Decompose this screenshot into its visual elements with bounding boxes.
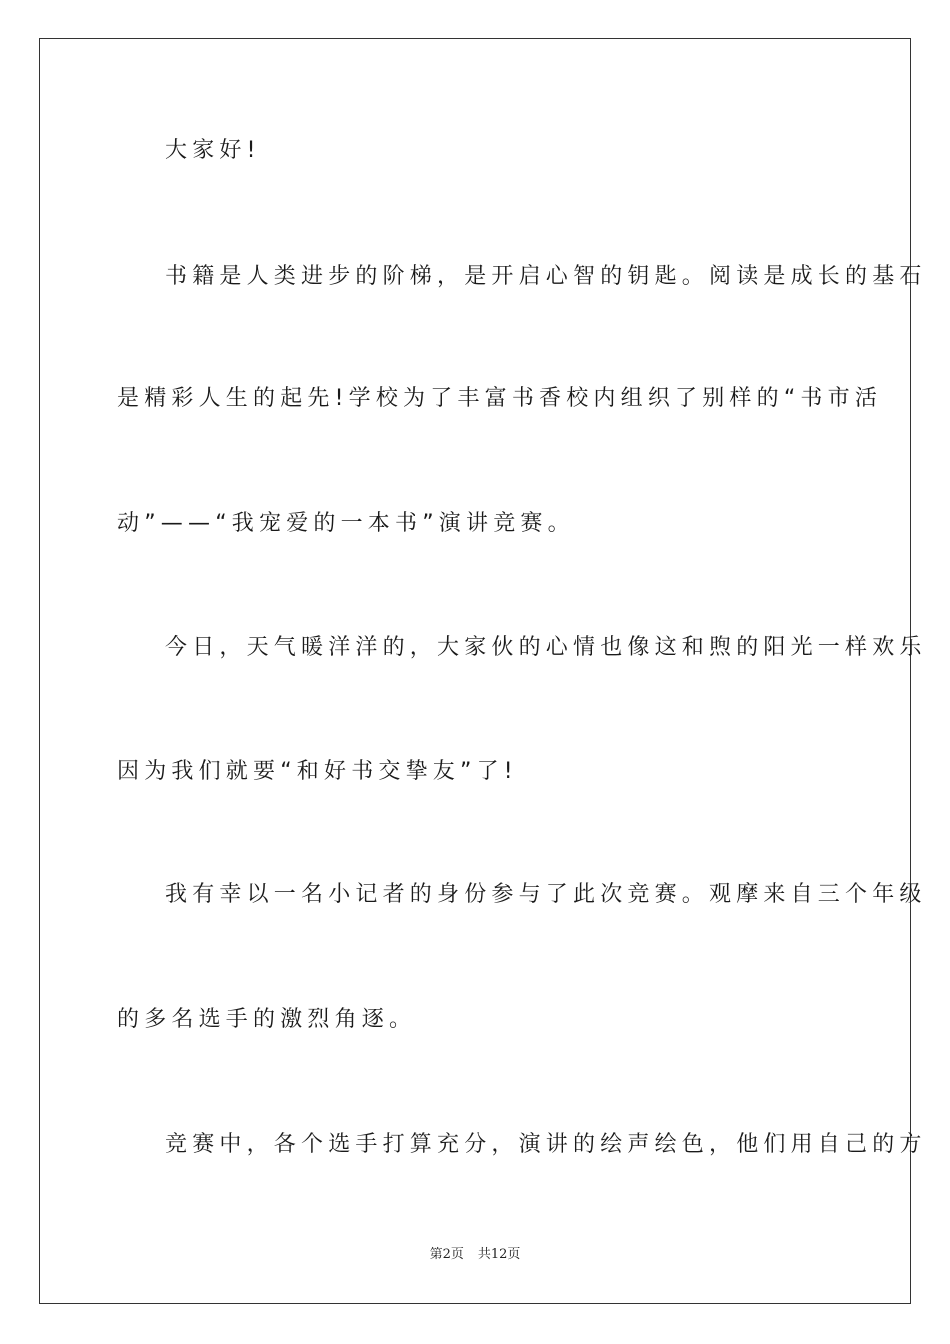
page-number: 第2页	[429, 1247, 464, 1262]
total-pages: 共12页	[477, 1247, 521, 1262]
text-line-1: 大家好!	[165, 138, 261, 163]
text-line-9: 竞赛中，各个选手打算充分，演讲的绘声绘色，他们用自己的方	[165, 1132, 927, 1157]
text-line-5: 今日，天气暖洋洋的，大家伙的心情也像这和煦的阳光一样欢乐	[165, 635, 927, 660]
page-footer	[0, 1246, 950, 1264]
text-line-4: 动”——“我宠爱的一本书”演讲竞赛。	[117, 511, 575, 536]
page-border	[39, 38, 927, 1304]
text-line-6: 因为我们就要“和好书交挚友”了!	[117, 759, 518, 784]
text-line-3: 是精彩人生的起先!学校为了丰富书香校内组织了别样的“书市活	[117, 386, 883, 411]
text-line-8: 的多名选手的激烈角逐。	[117, 1007, 417, 1032]
text-line-7: 我有幸以一名小记者的身份参与了此次竞赛。观摩来自三个年级	[165, 882, 927, 907]
text-line-2: 书籍是人类进步的阶梯，是开启心智的钥匙。阅读是成长的基石	[165, 264, 927, 289]
